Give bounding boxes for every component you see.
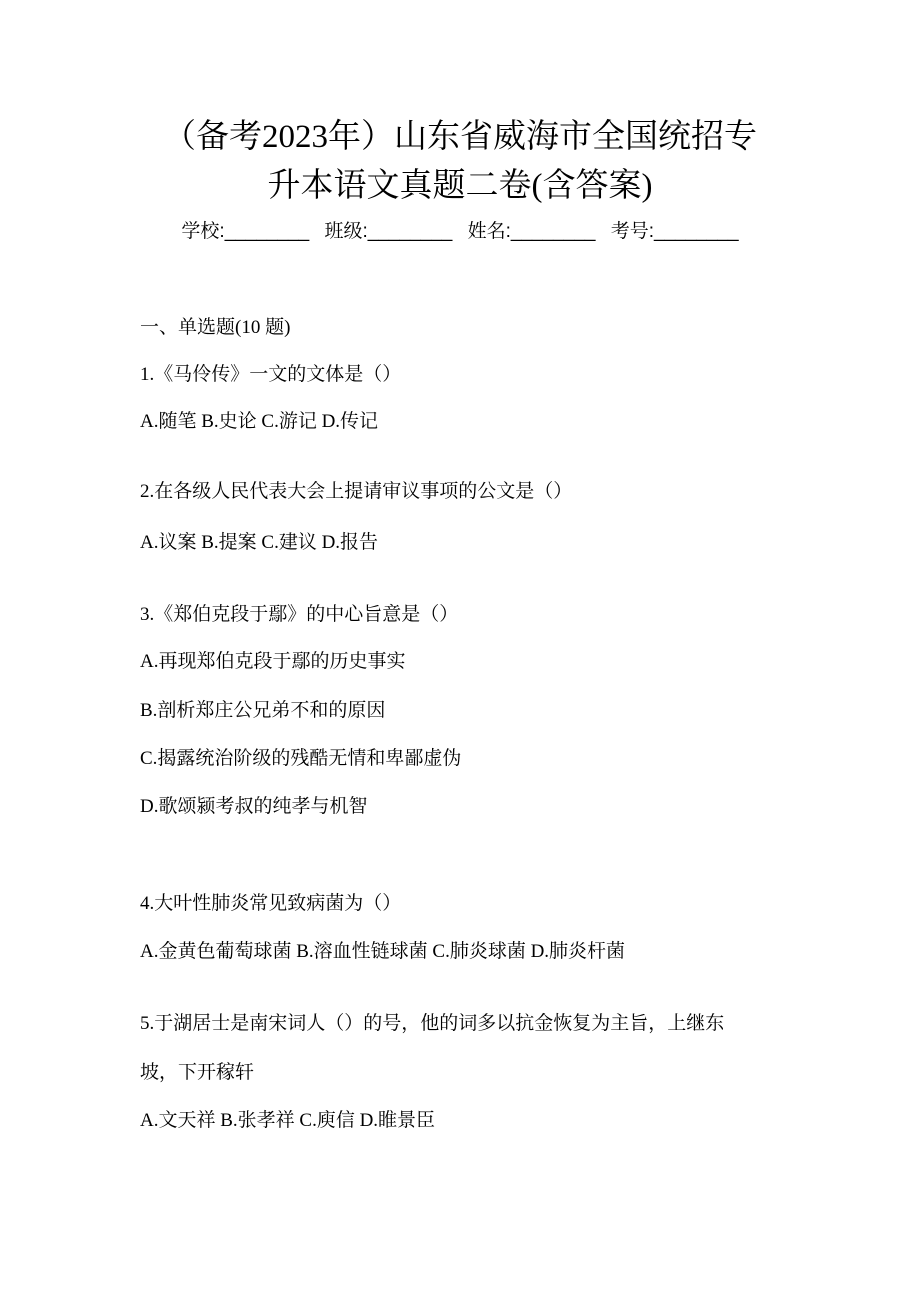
question-1-options: A.随笔 B.史论 C.游记 D.传记 (140, 411, 379, 432)
class-field: 班级:________ (324, 221, 453, 242)
question-5: 5.于湖居士是南宋词人（）的号，他的词多以抗金恢复为主旨，上继东 (140, 1013, 725, 1034)
section-heading: 一、单选题(10 题) (140, 317, 291, 338)
question-5-continued: 坡，下开稼轩 (140, 1062, 255, 1083)
question-3-option-d: D.歌颂颍考叔的纯孝与机智 (140, 796, 368, 817)
question-3-option-a: A.再现郑伯克段于鄢的历史事实 (140, 651, 406, 672)
name-field: 姓名:________ (467, 221, 596, 242)
question-3-option-b: B.剖析郑庄公兄弟不和的原因 (140, 700, 386, 721)
question-4-options: A.金黄色葡萄球菌 B.溶血性链球菌 C.肺炎球菌 D.肺炎杆菌 (140, 941, 626, 962)
question-1: 1.《马伶传》一文的文体是（） (140, 364, 402, 385)
question-4: 4.大叶性肺炎常见致病菌为（） (140, 893, 402, 914)
question-3-option-c: C.揭露统治阶级的残酷无情和卑鄙虚伪 (140, 748, 462, 769)
question-2: 2.在各级人民代表大会上提请审议事项的公文是（） (140, 481, 573, 502)
student-info (0, 220, 920, 244)
exam-number-field: 考号:________ (610, 221, 739, 242)
school-field: 学校:________ (181, 221, 310, 242)
title-line-1: （备考2023年）山东省威海市全国统招专 (163, 119, 757, 155)
question-2-options: A.议案 B.提案 C.建议 D.报告 (140, 532, 379, 553)
title-line-2: 升本语文真题二卷(含答案) (267, 168, 653, 204)
question-5-options: A.文天祥 B.张孝祥 C.庾信 D.睢景臣 (140, 1110, 436, 1131)
question-3: 3.《郑伯克段于鄢》的中心旨意是（） (140, 604, 459, 625)
